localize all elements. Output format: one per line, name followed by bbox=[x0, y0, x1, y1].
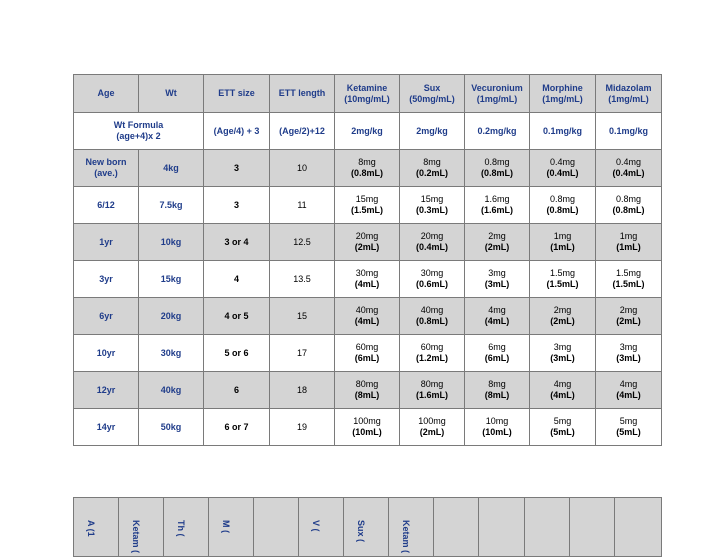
dosing-table bbox=[73, 74, 662, 446]
ketamine-cell: 20mg (2mL) bbox=[335, 224, 400, 261]
second-header-cell bbox=[615, 498, 662, 557]
morphine-cell: 1mg (1mL) bbox=[530, 224, 596, 261]
morphine-cell: 2mg (2mL) bbox=[530, 298, 596, 335]
formula-ketamine: 2mg/kg bbox=[335, 113, 400, 150]
header-vecuronium: Vecuronium (1mg/mL) bbox=[465, 75, 530, 113]
formula-ett-length: (Age/2)+12 bbox=[270, 113, 335, 150]
wt-cell: 20kg bbox=[139, 298, 204, 335]
age-cell: New born (ave.) bbox=[74, 150, 139, 187]
vecuronium-cell: 6mg (6mL) bbox=[465, 335, 530, 372]
second-header-cell: A (1 bbox=[74, 498, 119, 557]
sux-cell: 100mg (2mL) bbox=[400, 409, 465, 446]
second-header-row bbox=[74, 498, 662, 557]
header-row bbox=[74, 75, 662, 113]
midazolam-cell: 0.4mg (0.4mL) bbox=[596, 150, 662, 187]
sux-cell: 60mg (1.2mL) bbox=[400, 335, 465, 372]
age-cell: 3yr bbox=[74, 261, 139, 298]
midazolam-cell: 5mg (5mL) bbox=[596, 409, 662, 446]
midazolam-cell: 2mg (2mL) bbox=[596, 298, 662, 335]
age-cell: 12yr bbox=[74, 372, 139, 409]
ett-length-cell: 10 bbox=[270, 150, 335, 187]
morphine-cell: 1.5mg (1.5mL) bbox=[530, 261, 596, 298]
wt-cell: 40kg bbox=[139, 372, 204, 409]
ett-length-cell: 12.5 bbox=[270, 224, 335, 261]
morphine-cell: 0.4mg (0.4mL) bbox=[530, 150, 596, 187]
header-morphine: Morphine (1mg/mL) bbox=[530, 75, 596, 113]
ett-size-cell: 4 or 5 bbox=[204, 298, 270, 335]
ketamine-cell: 80mg (8mL) bbox=[335, 372, 400, 409]
wt-cell: 50kg bbox=[139, 409, 204, 446]
ketamine-cell: 60mg (6mL) bbox=[335, 335, 400, 372]
morphine-cell: 3mg (3mL) bbox=[530, 335, 596, 372]
sux-cell: 20mg (0.4mL) bbox=[400, 224, 465, 261]
table-row bbox=[74, 409, 662, 446]
morphine-cell: 4mg (4mL) bbox=[530, 372, 596, 409]
header-sux: Sux (50mg/mL) bbox=[400, 75, 465, 113]
sux-cell: 15mg (0.3mL) bbox=[400, 187, 465, 224]
vecuronium-cell: 0.8mg (0.8mL) bbox=[465, 150, 530, 187]
header-ett-length: ETT length bbox=[270, 75, 335, 113]
table-row bbox=[74, 335, 662, 372]
ett-size-cell: 6 or 7 bbox=[204, 409, 270, 446]
ett-size-cell: 4 bbox=[204, 261, 270, 298]
table-row bbox=[74, 224, 662, 261]
header-midazolam: Midazolam (1mg/mL) bbox=[596, 75, 662, 113]
vecuronium-cell: 2mg (2mL) bbox=[465, 224, 530, 261]
wt-cell: 30kg bbox=[139, 335, 204, 372]
table-row bbox=[74, 261, 662, 298]
table-row bbox=[74, 150, 662, 187]
morphine-cell: 5mg (5mL) bbox=[530, 409, 596, 446]
morphine-cell: 0.8mg (0.8mL) bbox=[530, 187, 596, 224]
second-header-cell bbox=[525, 498, 570, 557]
table-row bbox=[74, 187, 662, 224]
wt-cell: 10kg bbox=[139, 224, 204, 261]
ketamine-cell: 15mg (1.5mL) bbox=[335, 187, 400, 224]
midazolam-cell: 0.8mg (0.8mL) bbox=[596, 187, 662, 224]
second-header-cell bbox=[479, 498, 525, 557]
ett-length-cell: 15 bbox=[270, 298, 335, 335]
ketamine-cell: 40mg (4mL) bbox=[335, 298, 400, 335]
formula-ett-size: (Age/4) + 3 bbox=[204, 113, 270, 150]
header-wt: Wt bbox=[139, 75, 204, 113]
age-cell: 14yr bbox=[74, 409, 139, 446]
formula-row bbox=[74, 113, 662, 150]
sux-cell: 80mg (1.6mL) bbox=[400, 372, 465, 409]
formula-midazolam: 0.1mg/kg bbox=[596, 113, 662, 150]
ett-length-cell: 13.5 bbox=[270, 261, 335, 298]
second-header-cell bbox=[434, 498, 479, 557]
wt-cell: 4kg bbox=[139, 150, 204, 187]
ketamine-cell: 30mg (4mL) bbox=[335, 261, 400, 298]
ett-length-cell: 18 bbox=[270, 372, 335, 409]
ett-length-cell: 11 bbox=[270, 187, 335, 224]
midazolam-cell: 3mg (3mL) bbox=[596, 335, 662, 372]
second-header-cell bbox=[570, 498, 615, 557]
second-header-cell: V ( bbox=[299, 498, 344, 557]
age-cell: 6/12 bbox=[74, 187, 139, 224]
sux-cell: 30mg (0.6mL) bbox=[400, 261, 465, 298]
second-header-cell: Ketam ( bbox=[389, 498, 434, 557]
formula-wt: Wt Formula (age+4)x 2 bbox=[74, 113, 204, 150]
second-dosing-table bbox=[73, 497, 662, 557]
ett-size-cell: 3 bbox=[204, 150, 270, 187]
formula-vecuronium: 0.2mg/kg bbox=[465, 113, 530, 150]
ett-length-cell: 17 bbox=[270, 335, 335, 372]
table-row bbox=[74, 298, 662, 335]
ett-size-cell: 3 or 4 bbox=[204, 224, 270, 261]
second-header-cell: Sux ( bbox=[344, 498, 389, 557]
second-header-cell bbox=[254, 498, 299, 557]
wt-cell: 15kg bbox=[139, 261, 204, 298]
header-age: Age bbox=[74, 75, 139, 113]
vecuronium-cell: 8mg (8mL) bbox=[465, 372, 530, 409]
header-ett-size: ETT size bbox=[204, 75, 270, 113]
header-ketamine: Ketamine (10mg/mL) bbox=[335, 75, 400, 113]
ett-size-cell: 5 or 6 bbox=[204, 335, 270, 372]
ett-size-cell: 6 bbox=[204, 372, 270, 409]
second-header-cell: Th ( bbox=[164, 498, 209, 557]
vecuronium-cell: 4mg (4mL) bbox=[465, 298, 530, 335]
table-row bbox=[74, 372, 662, 409]
second-header-cell: M ( bbox=[209, 498, 254, 557]
ett-size-cell: 3 bbox=[204, 187, 270, 224]
midazolam-cell: 1mg (1mL) bbox=[596, 224, 662, 261]
formula-morphine: 0.1mg/kg bbox=[530, 113, 596, 150]
age-cell: 6yr bbox=[74, 298, 139, 335]
ett-length-cell: 19 bbox=[270, 409, 335, 446]
ketamine-cell: 100mg (10mL) bbox=[335, 409, 400, 446]
vecuronium-cell: 3mg (3mL) bbox=[465, 261, 530, 298]
sux-cell: 8mg (0.2mL) bbox=[400, 150, 465, 187]
formula-sux: 2mg/kg bbox=[400, 113, 465, 150]
midazolam-cell: 1.5mg (1.5mL) bbox=[596, 261, 662, 298]
age-cell: 10yr bbox=[74, 335, 139, 372]
sux-cell: 40mg (0.8mL) bbox=[400, 298, 465, 335]
vecuronium-cell: 10mg (10mL) bbox=[465, 409, 530, 446]
ketamine-cell: 8mg (0.8mL) bbox=[335, 150, 400, 187]
midazolam-cell: 4mg (4mL) bbox=[596, 372, 662, 409]
second-header-cell: Ketam ( bbox=[119, 498, 164, 557]
vecuronium-cell: 1.6mg (1.6mL) bbox=[465, 187, 530, 224]
wt-cell: 7.5kg bbox=[139, 187, 204, 224]
age-cell: 1yr bbox=[74, 224, 139, 261]
